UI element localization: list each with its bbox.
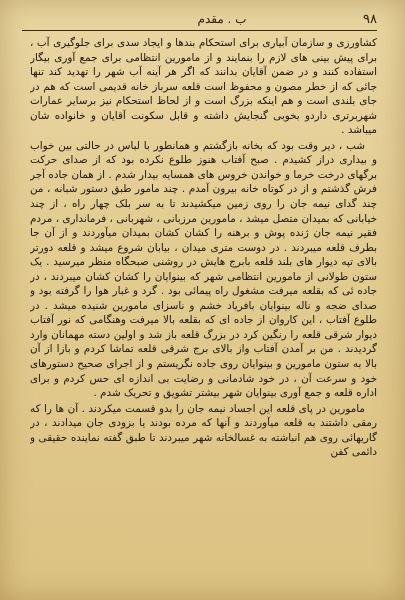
body-text (30, 36, 377, 594)
paragraph-2: شب ، دیر وقت بود که بخانه بازگشتم و همانطور با لباس در حالتی بین خواب و بیداری دراز کشیدم . صبح آفتاب هنوز طلوع نکرده بود که از صدای حرکت برگهای درخت خرما و خواندن خروس های همسایه بیدار شدم . از همان جاده آجر فرش گذشتم و از در کوتاه خانه بیرون آمدم . چند مامور طبق دستور شبانه ، من چند گدای نیمه جان را روی زمین میکشیدند تا به سر بلک چهار راه ، از چند خیابانی که بمیدان متصل میشد ، مامورین مرزبانی ، شهربانی ، فرمانداری ، مردم فقیر نیمه جان ژنده پوش و برهنه را کشان کشان بمیدان میآوردند و از آن جا بطرف قلعه میبردند . در دوست متری میدان ، بیابان شروع میشد و قلعه دورتر بالای تپه دیوار های بلند قلعه بابرج هایش در روشنی صبحگاه منظر میرسید . یک ستون طولانی از مامورین انتظامی شهر که بینوایان را کشان کشان میبردند ، در جاده ئی که بقلعه میرفت مشغول راه پیمائی بود . گرد و غبار هوا را گرفته بود و صدای ضجه و ناله بینوایان بافریاد خشم و ناسزای مامورین شنیده میشد . در طلوع آفتاب ، این کاروان از جاده ای که بقلعه بالا میرفت وهنگامی که نور آفتاب دیوار شرقی قلعه را رنگین کرد در بزرگ قلعه باز شد و اولین دسته مهمانان وارد گردیدند . من بر آمدن آفتاب واز بالای برج شرقی قلعه تماشا کردم و بازا از آن بالا به ستون مامورین و بینوایان روی جاده نگریستم و از اجرای صحیح دستورهای خود و سرعت آن ، در خود شادمانی و رضایت بی اندازه ای حس کردم و برای اداره قلعه و جمع آوری بینوایان شهر بیشتر تشویق و تحریک شدم . (30, 139, 377, 400)
page-header (22, 10, 377, 30)
header-rule (22, 30, 377, 31)
paragraph-3: مامورین در پای قلعه این اجساد نیمه جان را بدو قسمت میکردند . آن ها را که رمقی داشتند به قلعه میآوردند و آنها که مرده بودند یا بزودی جان میدادند ، در گاریهائی روی هم انباشته به غسالخانه شهر میبردند تا طبق گفته نماینده حقیقی و دائمی کفن (30, 402, 377, 459)
running-head: ب . مقدم (197, 12, 247, 26)
page-number: ۹۸ (363, 12, 377, 27)
paragraph-1: کشاورزی و سازمان آبیاری برای استحکام بندها و ایجاد سدی برای جلوگیری آب ، برای پیش بینی های لازم را بنمایند و از مامورین انتظامی برای جمع آوری بیگار استفاده کنند و در ضمن آقایان بدانند که اگر هر آینه آب شهر را تهدید کند تنها جائی که از خطر مصون و محفوظ است قلعه سرباز خانه قدیمی است که هم در جای بلندی است و هم اینکه بزرگ است و از لحاظ استحکام نیز برسایر عمارات شهربرتری داردو بخوبی گنجایش داشته و قابل سکونت آقایان و خانواده شان میباشد . (30, 37, 377, 137)
